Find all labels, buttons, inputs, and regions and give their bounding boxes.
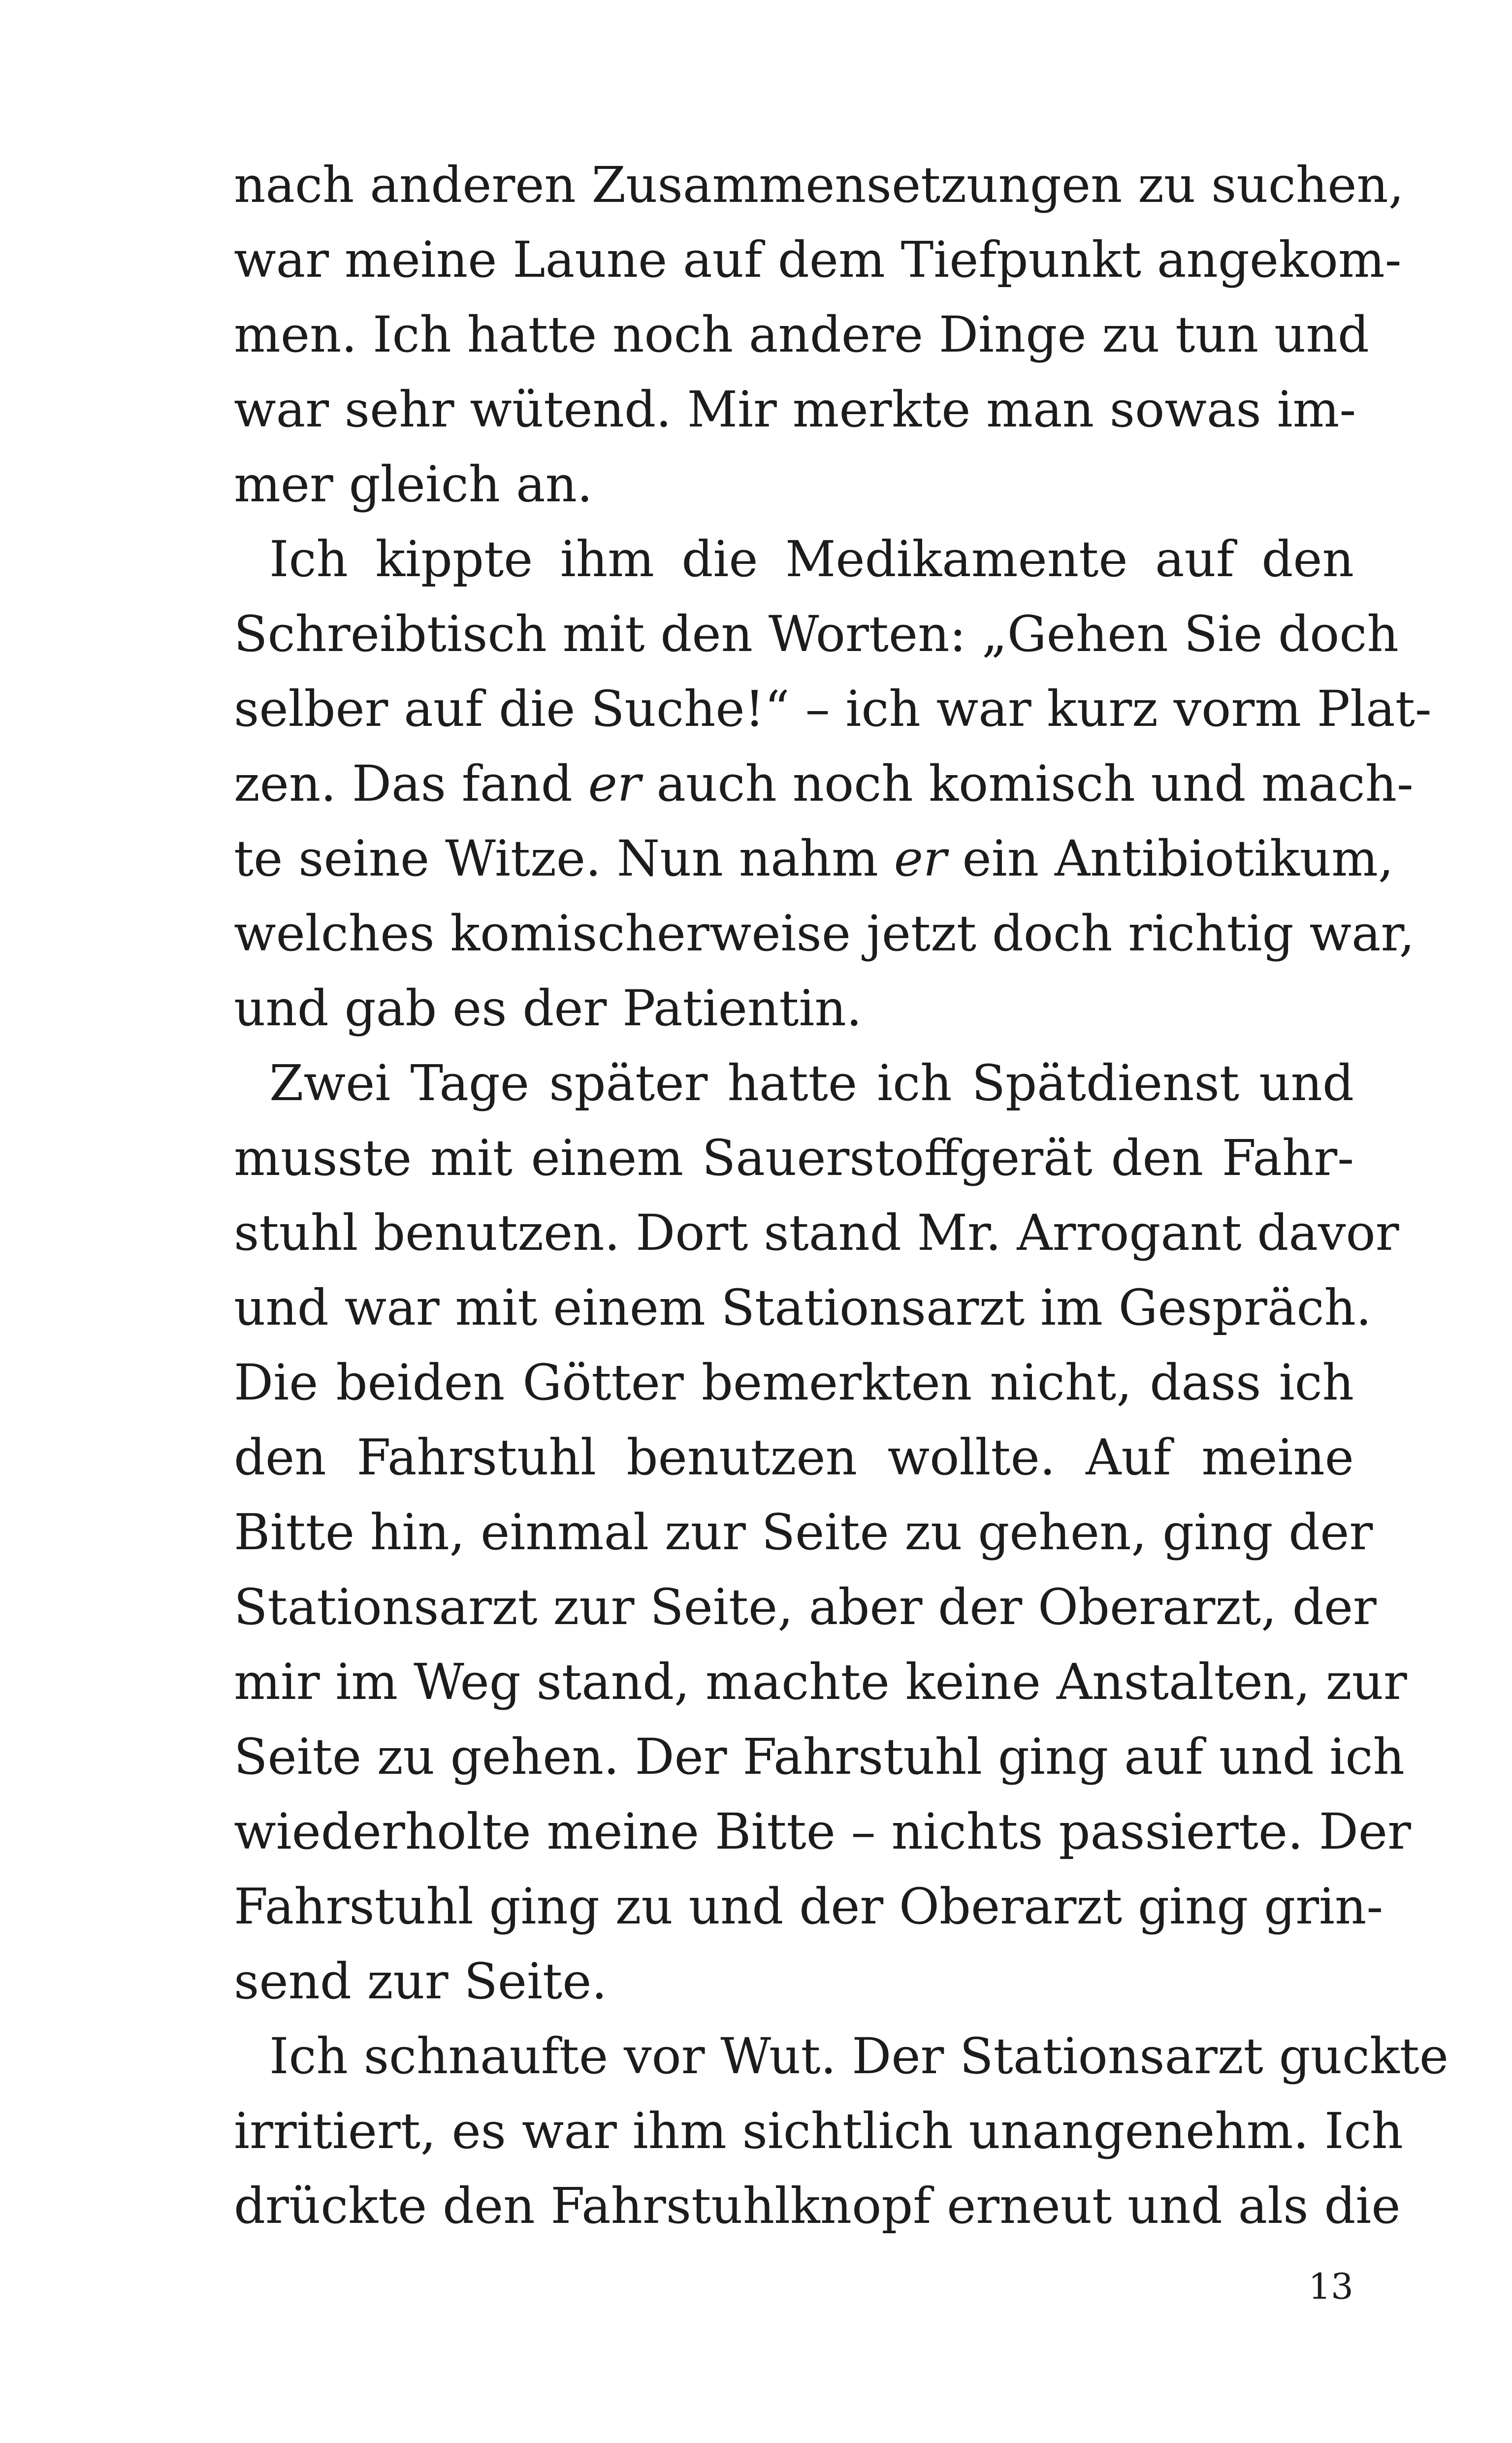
text-line: irritiert, es war ihm sichtlich unangenehm. Ich [234,2102,1403,2160]
text-line: wiederholte meine Bitte – nichts passierte. Der [234,1803,1411,1860]
text-line: men. Ich hatte noch andere Dinge zu tun und [234,306,1369,363]
page-number: 13 [1308,2266,1353,2307]
text-run: te seine Witze. Nun nahm [234,830,894,887]
text-run: ein Antibiotikum, [946,830,1394,887]
text-line: nach anderen Zusammensetzungen zu suchen, [234,156,1404,214]
emphasis: er [894,830,947,887]
text-line: stuhl benutzen. Dort stand Mr. Arrogant davor [234,1204,1399,1262]
text-line: Fahrstuhl ging zu und der Oberarzt ging grin- [234,1878,1383,1935]
text-line: Stationsarzt zur Seite, aber der Oberarzt, der [234,1578,1377,1636]
text-line: und war mit einem Stationsarzt im Gespräch. [234,1279,1372,1336]
text-line: selber auf die Suche!“ – ich war kurz vorm Plat- [234,680,1432,738]
text-line: den Fahrstuhl benutzen wollte. Auf meine [234,1429,1354,1486]
paragraph-first-line: Ich schnaufte vor Wut. Der Stationsarzt guckte [269,2027,1449,2085]
text-line: drückte den Fahrstuhlknopf erneut und als die [234,2177,1401,2235]
text-line: Schreibtisch mit den Worten: „Gehen Sie doch [234,605,1399,663]
text-line [234,821,1394,896]
text-line: Seite zu gehen. Der Fahrstuhl ging auf und ich [234,1728,1405,1786]
text-line [234,747,1414,821]
text-line: Bitte hin, einmal zur Seite zu gehen, ging der [234,1503,1373,1561]
text-run: zen. Das fand [234,755,588,813]
emphasis: er [588,755,641,813]
text-line: send zur Seite. [234,1953,608,2010]
text-line: musste mit einem Sauerstoffgerät den Fahr- [234,1129,1354,1187]
paragraph-first-line: Zwei Tage später hatte ich Spätdienst und [269,1054,1354,1112]
text-line: mer gleich an. [234,456,593,513]
text-line: war sehr wütend. Mir merkte man sowas im- [234,381,1356,438]
text-line: mir im Weg stand, machte keine Anstalten, zur [234,1653,1407,1711]
text-run: auch noch komisch und mach- [641,755,1414,813]
paragraph-first-line: Ich kippte ihm die Medikamente auf den [269,530,1354,588]
text-line: und gab es der Patientin. [234,979,862,1037]
text-line: welches komischerweise jetzt doch richtig war, [234,905,1415,962]
text-line: Die beiden Götter bemerkten nicht, dass ich [234,1354,1354,1411]
text-line: war meine Laune auf dem Tiefpunkt angekom- [234,231,1402,289]
